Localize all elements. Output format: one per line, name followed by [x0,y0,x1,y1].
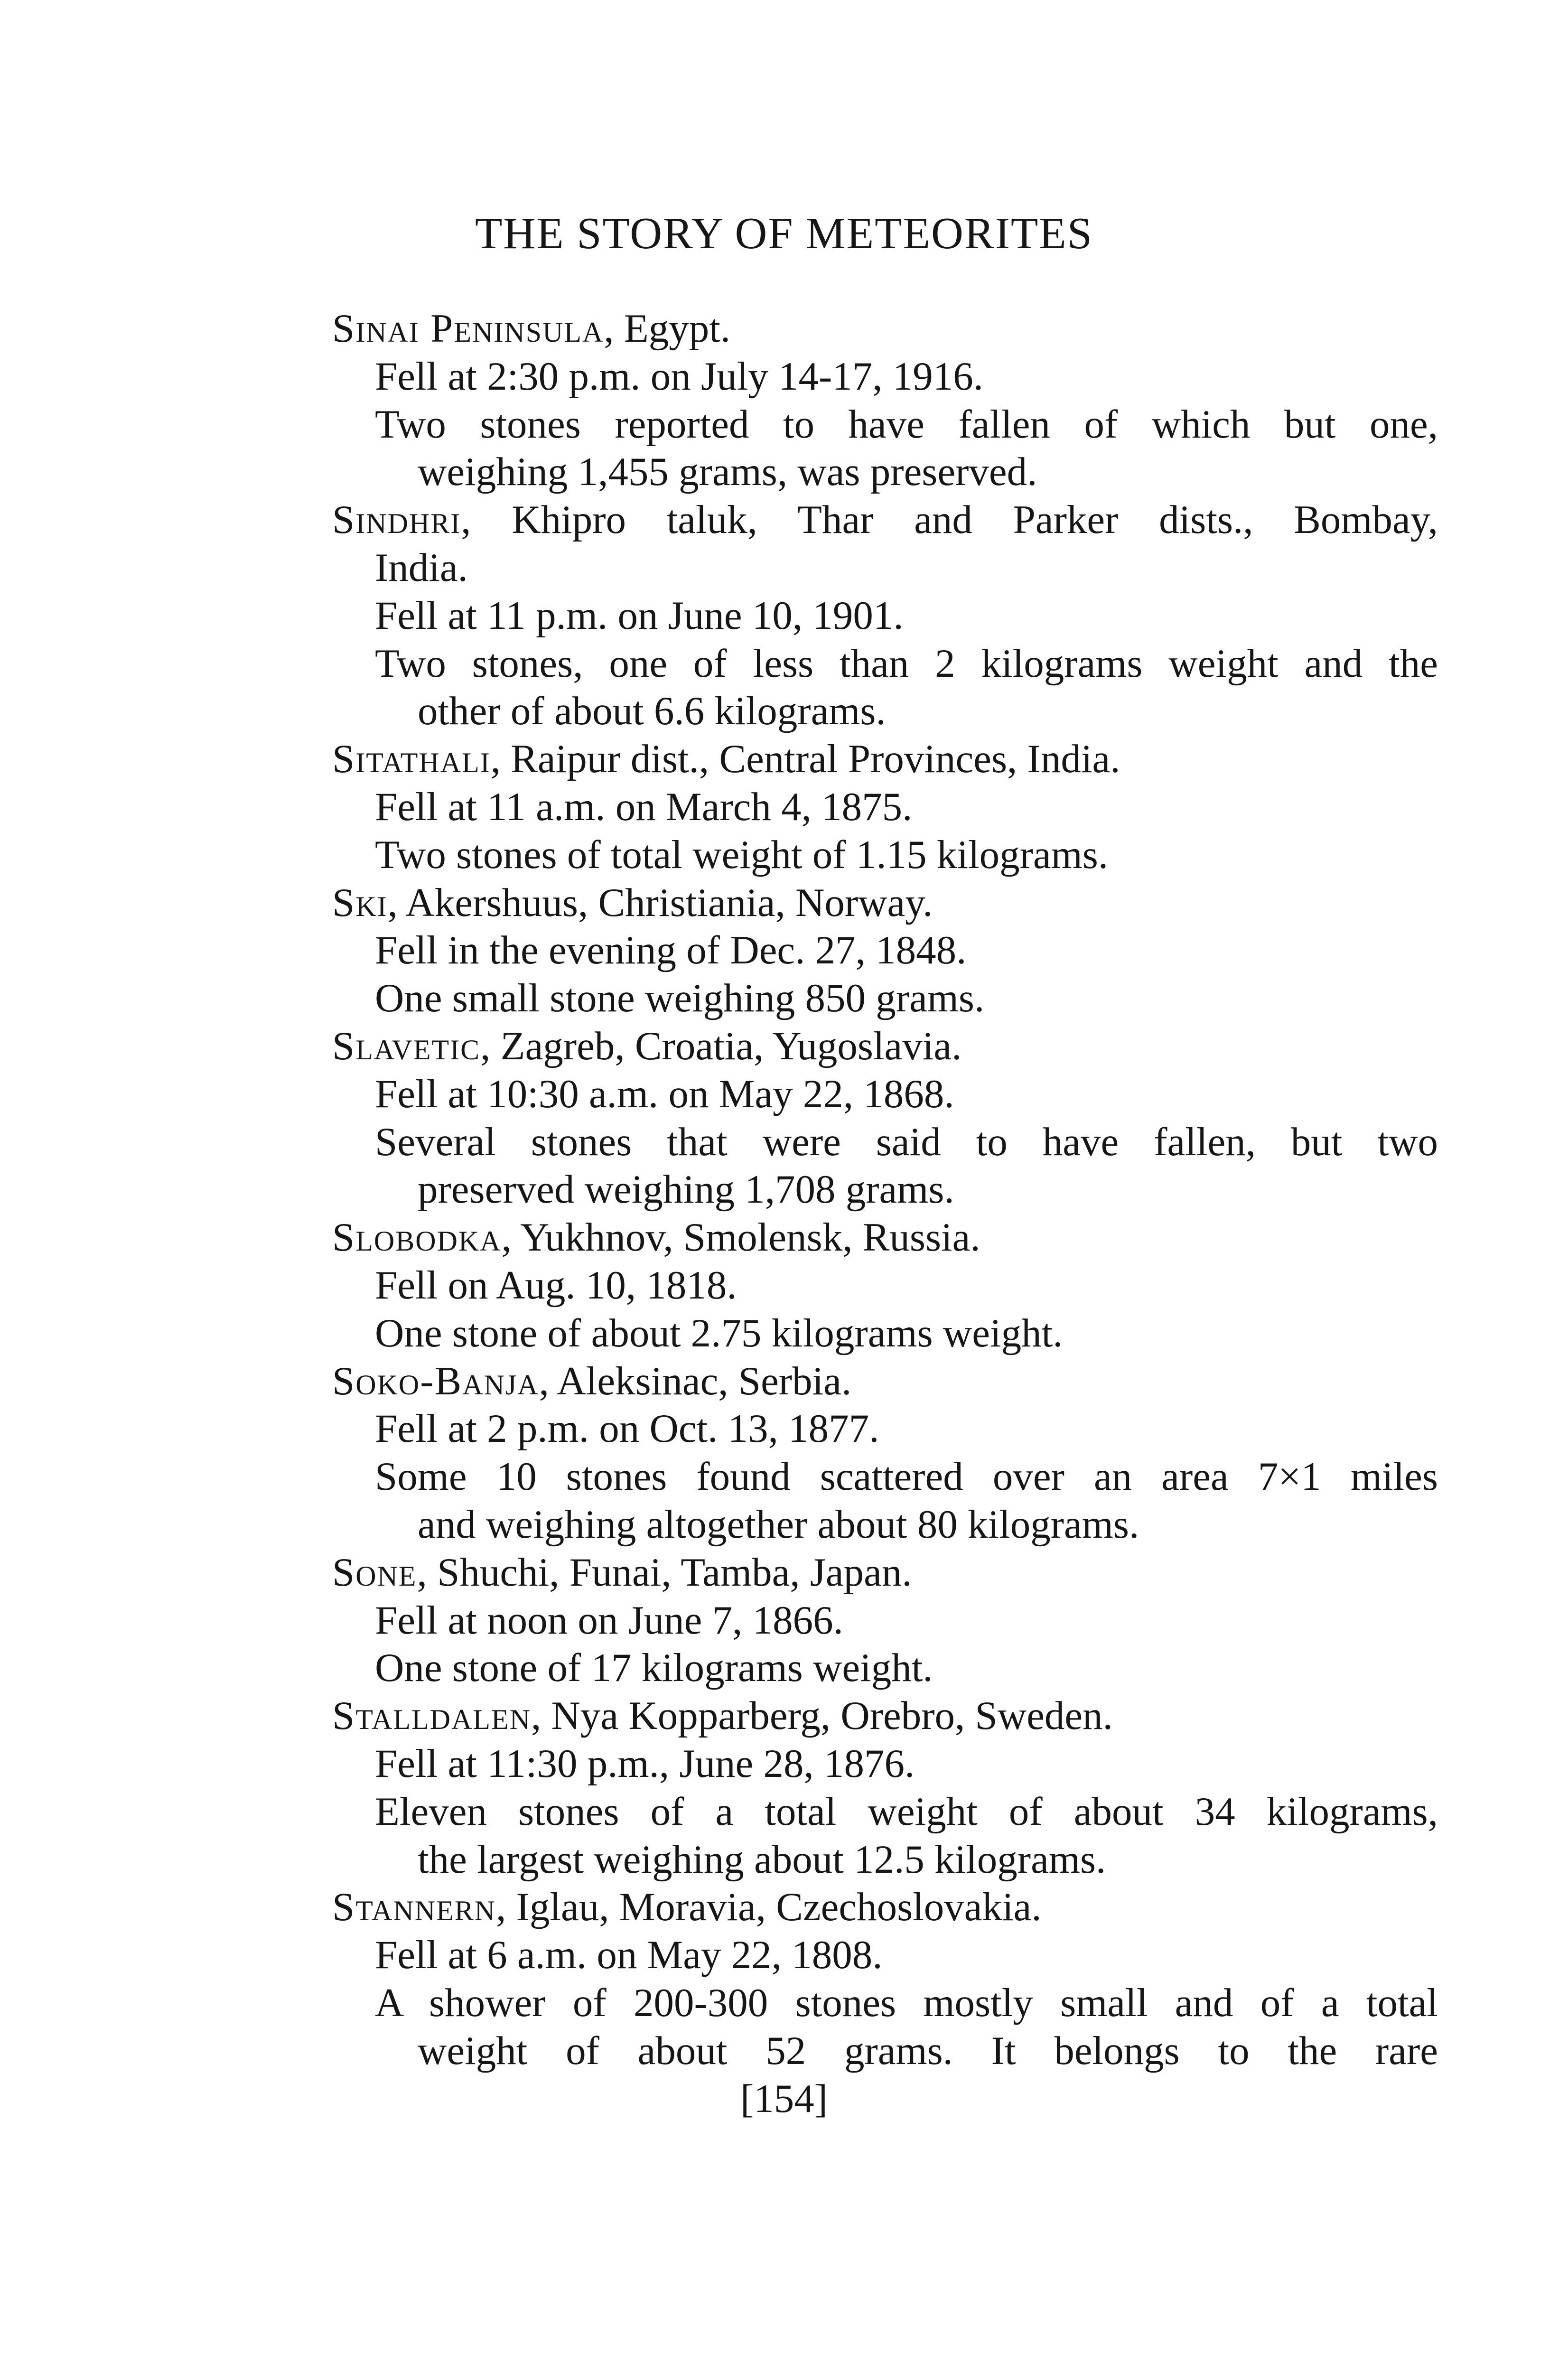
meteorite-locality: , Raipur dist., Central Provinces, India. [490,737,1120,782]
entry-heading-line [332,1692,1438,1740]
description-line: Two stones, one of less than 2 kilograms weight and the [375,641,1438,686]
meteorite-entry [332,305,1438,496]
meteorite-entry [332,1549,1438,1692]
description-continuation-line: other of about 6.6 kilograms. [418,689,886,734]
description-line: Two stones of total weight of 1.15 kilograms. [375,832,1109,877]
description-continuation-line: the largest weighing about 12.5 kilograms. [418,1837,1106,1882]
entry-heading-line [332,305,1438,353]
meteorite-entry-list [332,305,1438,2074]
locality-continuation-line: India. [375,545,468,590]
fall-date-line: Fell on Aug. 10, 1818. [375,1262,737,1308]
entry-heading-line [332,1549,1438,1597]
description-line: Several stones that were said to have fallen, but two [375,1119,1438,1164]
fall-date-line: Fell at 10:30 a.m. on May 22, 1868. [375,1071,954,1116]
meteorite-locality: , Khipro taluk, Thar and Parker dists., Bombay, [461,497,1438,542]
fall-date-line: Fell at 2:30 p.m. on July 14-17, 1916. [375,354,984,399]
description-continuation-line: and weighing altogether about 80 kilograms. [418,1502,1139,1547]
entry-heading-line [332,1022,1438,1070]
description-line: A shower of 200-300 stones mostly small and of a total [375,1980,1438,2025]
meteorite-locality: , Egypt. [604,306,731,351]
fall-date-line: Fell in the evening of Dec. 27, 1848. [375,928,967,973]
fall-date-line: Fell at 6 a.m. on May 22, 1808. [375,1933,883,1978]
meteorite-locality: , Iglau, Moravia, Czechoslovakia. [496,1885,1042,1930]
meteorite-entry [332,735,1438,878]
fall-date-line: Fell at noon on June 7, 1866. [375,1598,843,1643]
meteorite-name: Sitathali [332,737,491,782]
entry-heading-line [332,735,1438,783]
entry-heading-line [332,879,1438,927]
meteorite-entry [332,1692,1438,1883]
entry-heading-line [332,1214,1438,1261]
meteorite-name: Sone [332,1550,417,1595]
fall-date-line: Fell at 2 p.m. on Oct. 13, 1877. [375,1406,879,1451]
meteorite-name: Slobodka [332,1215,502,1260]
description-continuation-line: weight of about 52 grams. It belongs to the rare [418,2028,1438,2073]
meteorite-locality: , Shuchi, Funai, Tamba, Japan. [417,1550,912,1595]
entry-heading-line [332,1357,1438,1405]
description-line: One stone of 17 kilograms weight. [375,1645,933,1691]
meteorite-entry [332,879,1438,1022]
meteorite-name: Soko-Banja [332,1358,539,1403]
meteorite-locality: , Akershuus, Christiania, Norway. [387,880,933,925]
description-continuation-line: preserved weighing 1,708 grams. [418,1167,954,1212]
entry-heading-line [332,496,1438,544]
meteorite-entry [332,1214,1438,1357]
meteorite-name: Sindhri [332,497,461,542]
meteorite-entry [332,1022,1438,1214]
meteorite-locality: , Yukhnov, Smolensk, Russia. [501,1215,980,1260]
entry-heading-line [332,1883,1438,1931]
meteorite-name: Stalldalen [332,1693,532,1738]
fall-date-line: Fell at 11:30 p.m., June 28, 1876. [375,1741,915,1786]
description-line: One small stone weighing 850 grams. [375,976,985,1021]
meteorite-name: Slavetic [332,1023,481,1068]
meteorite-name: Ski [332,880,388,925]
meteorite-locality: , Nya Kopparberg, Orebro, Sweden. [531,1693,1113,1738]
meteorite-entry [332,1883,1438,2074]
description-line: Some 10 stones found scattered over an area 7×1 miles [375,1454,1438,1499]
meteorite-name: Stannern [332,1885,496,1930]
description-line: Two stones reported to have fallen of which but one, [375,402,1438,447]
meteorite-name: Sinai Peninsula [332,306,604,351]
meteorite-locality: , Zagreb, Croatia, Yugoslavia. [480,1023,962,1068]
meteorite-entry [332,1357,1438,1549]
description-line: One stone of about 2.75 kilograms weight. [375,1310,1063,1355]
fall-date-line: Fell at 11 a.m. on March 4, 1875. [375,784,913,829]
fall-date-line: Fell at 11 p.m. on June 10, 1901. [375,593,904,638]
page-number: [154] [740,2076,828,2121]
description-continuation-line: weighing 1,455 grams, was preserved. [418,449,1037,495]
meteorite-locality: , Aleksinac, Serbia. [539,1358,852,1403]
running-head: THE STORY OF METEORITES [475,209,1093,258]
meteorite-entry [332,496,1438,735]
description-line: Eleven stones of a total weight of about 34 kilograms, [375,1789,1438,1834]
